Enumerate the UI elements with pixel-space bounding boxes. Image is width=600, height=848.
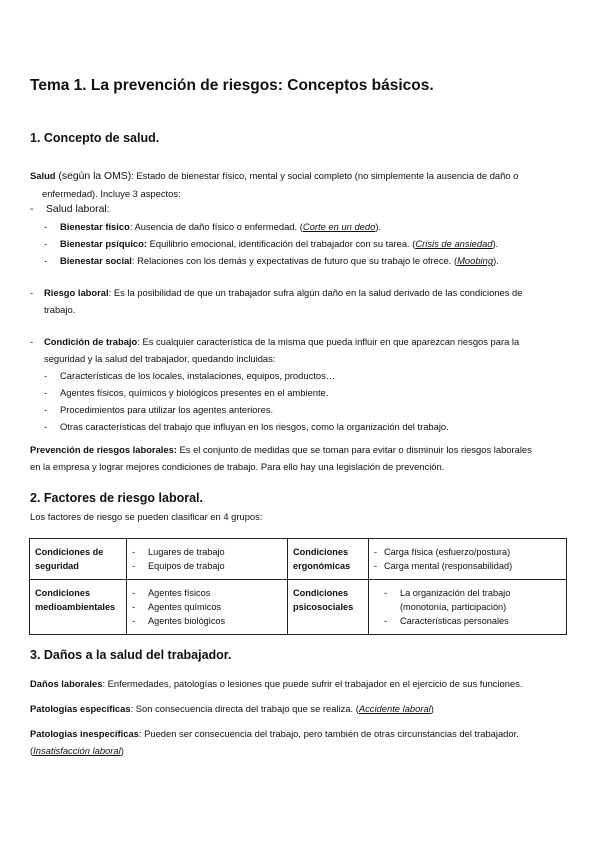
cell-text: Equipos de trabajo: [148, 561, 225, 571]
cell-text: Características personales: [400, 616, 509, 626]
prevencion-text-2: en la empresa y lograr mejores condiciones de trabajo. Para ello hay una legislación de prevención.: [30, 461, 445, 472]
section-2-heading: 2. Factores de riesgo laboral.: [30, 491, 203, 505]
inespecificas-text: : Pueden ser consecuencia del trabajo, pero también de otras circunstancias del trabajador.: [138, 728, 519, 739]
danos-label: Daños laborales: [30, 678, 103, 689]
inespecificas-label: Patologías inespecíficas: [30, 728, 139, 739]
aspect-item: - Bienestar físico: Ausencia de daño físico o enfermedad. (Corte en un dedo).: [44, 221, 382, 232]
list-item-text: Procedimientos para utilizar los agentes anteriores.: [60, 404, 274, 415]
aspect-text: : Relaciones con los demás y expectativas de futuro que su trabajo le ofrece. (: [131, 255, 458, 266]
section-3-heading: 3. Daños a la salud del trabajador.: [30, 648, 232, 662]
aspect-example: Corte en un dedo: [302, 221, 376, 232]
table-cell: [288, 580, 369, 635]
especificas-label: Patologías específicas: [30, 703, 131, 714]
cell-text: Condiciones de: [35, 547, 104, 557]
table-cell: [30, 539, 127, 580]
cell-text: Condiciones: [293, 547, 349, 557]
cell-text: Carga mental (responsabilidad): [384, 561, 513, 571]
cell-text: (monotonía, participación): [400, 602, 507, 612]
list-item-text: Agentes físicos, químicos y biológicos presentes en el ambiente.: [60, 387, 329, 398]
cell-list-item: - Características personales: [384, 616, 509, 626]
aspect-item: - Bienestar psíquico: Equilibrio emocional, identificación del trabajador con su tarea. (Crisis de ansiedad).: [44, 238, 499, 249]
cell-list-item: - Agentes biológicos: [132, 616, 226, 626]
inespecificas-paragraph: [30, 725, 519, 759]
table-cell: [369, 580, 567, 635]
cell-list-item: - Agentes físicos: [132, 588, 211, 598]
especificas-text: : Son consecuencia directa del trabajo que se realiza. (: [130, 703, 359, 714]
salud-oms: (según la OMS): [55, 171, 132, 182]
cell-list-item: - Agentes químicos: [132, 602, 222, 612]
list-item: - Agentes físicos, químicos y biológicos presentes en el ambiente.: [44, 387, 329, 398]
riesgo-text-2: trabajo.: [44, 304, 76, 315]
cell-list-item: - La organización del trabajo: [384, 588, 511, 598]
cell-text: Agentes biológicos: [148, 616, 226, 626]
cell-text: Condiciones: [35, 588, 91, 598]
table-cell: [369, 539, 567, 580]
aspect-end: ).: [493, 255, 499, 266]
riesgo-text-1: : Es la posibilidad de que un trabajador sufra algún daño en la salud derivado de las condiciones de: [108, 287, 523, 298]
section-2-intro: Los factores de riesgo se pueden clasificar en 4 grupos:: [30, 511, 263, 522]
list-item-text: Características de los locales, instalaciones, equipos, productos…: [60, 370, 336, 381]
salud-text-2: enfermedad). Incluye 3 aspectos:: [42, 188, 181, 199]
aspect-end: ).: [375, 221, 382, 232]
condicion-label: Condición de trabajo: [44, 336, 138, 347]
riesgo-paragraph: - Riesgo laboral: Es la posibilidad de que un trabajador sufra algún daño en la salud derivado de las condiciones de trabajo.: [30, 284, 522, 318]
aspects-list: [44, 218, 499, 269]
condicion-text-2: seguridad y la salud del trabajador, quedando incluidas:: [44, 353, 276, 364]
list-item-text: Otras características del trabajo que influyan en los riesgos, como la organización del trabajo.: [60, 421, 449, 432]
cell-text: Agentes físicos: [148, 588, 211, 598]
salud-paragraph: [30, 167, 518, 202]
cell-text: medioambientales: [35, 602, 116, 612]
cell-list-item: - Carga física (esfuerzo/postura): [374, 547, 511, 557]
prevencion-label: Prevención de riesgos laborales:: [30, 444, 177, 455]
aspect-text: : Ausencia de daño físico o enfermedad. (: [129, 221, 303, 232]
cell-text: Condiciones: [293, 588, 349, 598]
inespecificas-example: Insatisfacción laboral: [33, 745, 121, 756]
aspect-item: - Bienestar social: Relaciones con los demás y expectativas de futuro que su trabajo le ofrece. (Moobing).: [44, 255, 499, 266]
table-cell: [30, 580, 127, 635]
table-cell: [127, 580, 288, 635]
page-title: Tema 1. La prevención de riesgos: Conceptos básicos.: [30, 77, 434, 94]
cell-text: Agentes químicos: [148, 602, 222, 612]
cell-text: psicosociales: [293, 602, 354, 612]
salud-label: Salud: [30, 170, 56, 181]
inespecificas-open: (: [30, 745, 34, 756]
aspect-label: Bienestar social: [60, 255, 132, 266]
inespecificas-end: ): [120, 745, 124, 756]
list-item: - Características de los locales, instalaciones, equipos, productos…: [44, 370, 336, 381]
table-cell: [127, 539, 288, 580]
section-1-heading: 1. Concepto de salud.: [30, 131, 160, 145]
list-item: - Procedimientos para utilizar los agentes anteriores.: [44, 404, 274, 415]
especificas-paragraph: [30, 700, 434, 717]
aspect-example: Moobing: [457, 255, 494, 266]
condicion-list: [44, 367, 449, 435]
cell-text: Lugares de trabajo: [148, 547, 225, 557]
risk-factors-table: [29, 538, 567, 635]
aspect-text: Equilibrio emocional, identificación del trabajador con su tarea. (: [147, 238, 416, 249]
cell-list-item: - Carga mental (responsabilidad): [374, 561, 513, 571]
cell-text: ergonómicas: [293, 561, 351, 571]
table-row: [30, 580, 567, 635]
salud-text-1: : Estado de bienestar físico, mental y social completo (no simplemente la ausencia de daño o: [131, 170, 519, 181]
cell-list-item: - Equipos de trabajo: [132, 561, 225, 571]
condicion-text-1: : Es cualquier característica de la misma que pueda influir en que aparezcan riesgos para la: [137, 336, 520, 347]
danos-paragraph: [30, 675, 523, 692]
salud-laboral-label: Salud laboral:: [46, 204, 110, 215]
especificas-example: Accidente laboral: [358, 703, 431, 714]
especificas-end: ): [430, 703, 434, 714]
aspect-label: Bienestar físico: [60, 221, 130, 232]
aspect-end: ).: [492, 238, 499, 249]
table-row: [30, 539, 567, 580]
salud-laboral-item: - Salud laboral:: [30, 204, 110, 215]
table-cell: [288, 539, 369, 580]
cell-text: seguridad: [35, 561, 79, 571]
aspect-label: Bienestar psíquico:: [60, 238, 147, 249]
danos-text: : Enfermedades, patologías o lesiones que puede sufrir el trabajador en el ejercicio de sus funciones.: [102, 678, 523, 689]
cell-text: Carga física (esfuerzo/postura): [384, 547, 511, 557]
prevencion-paragraph: [30, 441, 532, 475]
list-item: - Otras características del trabajo que influyan en los riesgos, como la organización del trabajo.: [44, 421, 449, 432]
prevencion-text-1: Es el conjunto de medidas que se toman para evitar o disminuir los riesgos laborales: [176, 444, 532, 455]
condicion-paragraph: - Condición de trabajo: Es cualquier característica de la misma que pueda influir en que aparezcan riesgos para la seguridad y la salud del trabajador, quedando incluidas:: [30, 333, 519, 367]
cell-list-item: - Lugares de trabajo: [132, 547, 225, 557]
cell-text: La organización del trabajo: [400, 588, 511, 598]
riesgo-label: Riesgo laboral: [44, 287, 109, 298]
aspect-example: Crisis de ansiedad: [415, 238, 493, 249]
